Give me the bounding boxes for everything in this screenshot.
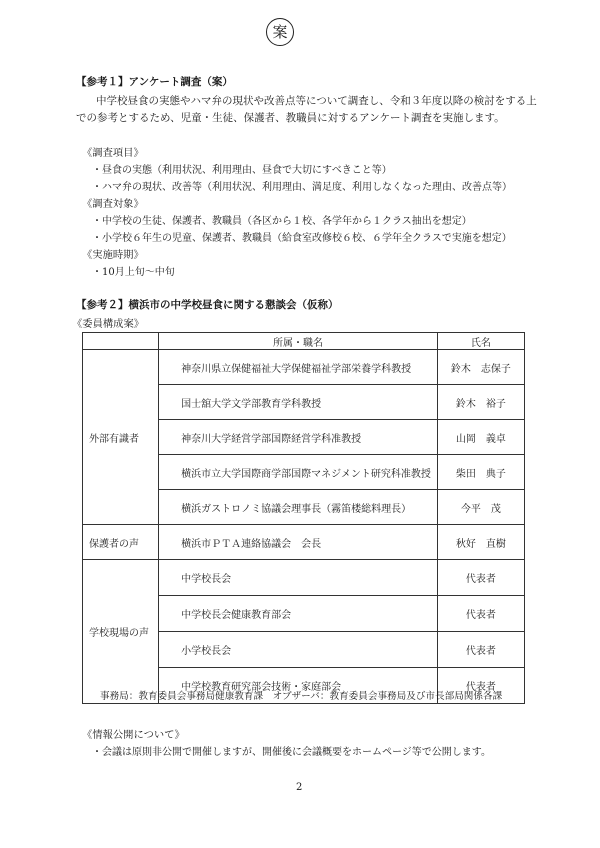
table-row <box>83 560 525 596</box>
committee-composition-heading: 《委員構成案》 <box>72 318 145 330</box>
affiliation-cell: 小学校長会 <box>159 632 438 668</box>
ref1-paragraph-line1: 中学校昼食の実態やハマ弁の現状や改善点等について調査し、令和３年度以降の検討をする上 <box>96 95 537 107</box>
name-cell: 山岡 義卓 <box>437 420 524 455</box>
category-parents: 保護者の声 <box>83 525 159 560</box>
name-cell: 代表者 <box>437 632 524 668</box>
category-school-staff: 学校現場の声 <box>83 560 159 704</box>
header-affiliation: 所属・職名 <box>159 333 438 350</box>
disclosure-text: ・会議は原則非公開で開催しますが、開催後に会議概要をホームページ等で公開します。 <box>92 747 491 758</box>
table-row <box>83 350 525 385</box>
table-header-row <box>83 333 525 350</box>
survey-item: ・ハマ弁の現状、改善等（利用状況、利用理由、満足度、利用しなくなった理由、改善点等） <box>92 182 512 193</box>
committee-members-table <box>82 332 525 704</box>
draft-seal-char: 案 <box>272 22 288 41</box>
name-cell: 鈴木 志保子 <box>437 350 524 385</box>
page-number: 2 <box>296 782 303 793</box>
name-cell: 代表者 <box>437 596 524 632</box>
survey-period-heading: 《実施時期》 <box>82 249 144 261</box>
name-cell: 柴田 典子 <box>437 455 524 490</box>
survey-targets-heading: 《調査対象》 <box>82 198 144 210</box>
affiliation-cell: 横浜ガストロノミ協議会理事長（霧笛楼総料理長） <box>159 490 438 525</box>
name-cell: 今平 茂 <box>437 490 524 525</box>
survey-target: ・中学校の生徒、保護者、教職員（各区から１校、各学年から１クラス抽出を想定） <box>92 216 472 227</box>
survey-items-heading: 《調査項目》 <box>82 147 144 159</box>
affiliation-cell: 横浜市ＰＴＡ連絡協議会 会長 <box>159 525 438 560</box>
ref1-heading: 【参考１】アンケート調査（案） <box>76 76 233 88</box>
affiliation-cell: 神奈川県立保健福祉大学保健福祉学部栄養学科教授 <box>159 350 438 385</box>
affiliation-cell: 神奈川大学経営学部国際経営学科准教授 <box>159 420 438 455</box>
name-cell: 鈴木 裕子 <box>437 385 524 420</box>
table-row <box>83 525 525 560</box>
affiliation-cell: 横浜市立大学国際商学部国際マネジメント研究科准教授 <box>159 455 438 490</box>
affiliation-cell: 中学校長会健康教育部会 <box>159 596 438 632</box>
name-cell: 秋好 直樹 <box>437 525 524 560</box>
category-external-experts: 外部有識者 <box>83 350 159 525</box>
survey-period: ・10月上旬～中旬 <box>92 267 175 278</box>
survey-item: ・昼食の実態（利用状況、利用理由、昼食で大切にすべきこと等） <box>92 165 392 176</box>
affiliation-cell: 中学校長会 <box>159 560 438 596</box>
draft-seal <box>266 18 294 46</box>
name-cell: 代表者 <box>437 668 524 704</box>
secretariat-note: 事務局：教育委員会事務局健康教育課 オブザーバ：教育委員会事務局及び市長部局関係各課 <box>100 691 503 702</box>
ref2-heading: 【参考２】横浜市の中学校昼食に関する懇談会（仮称） <box>76 299 339 311</box>
ref1-paragraph-line2: での参考とするため、児童・生徒、保護者、教職員に対するアンケート調査を実施します。 <box>76 112 505 124</box>
name-cell: 代表者 <box>437 560 524 596</box>
disclosure-heading: 《情報公開について》 <box>82 729 185 741</box>
header-category-cell <box>83 333 159 350</box>
survey-target: ・小学校６年生の児童、保護者、教職員（給食室改修校６校、６学年全クラスで実施を想定） <box>92 233 512 244</box>
header-name: 氏名 <box>437 333 524 350</box>
affiliation-cell: 中学校教育研究部会技術・家庭部会 <box>159 668 438 704</box>
affiliation-cell: 国士舘大学文学部教育学科教授 <box>159 385 438 420</box>
